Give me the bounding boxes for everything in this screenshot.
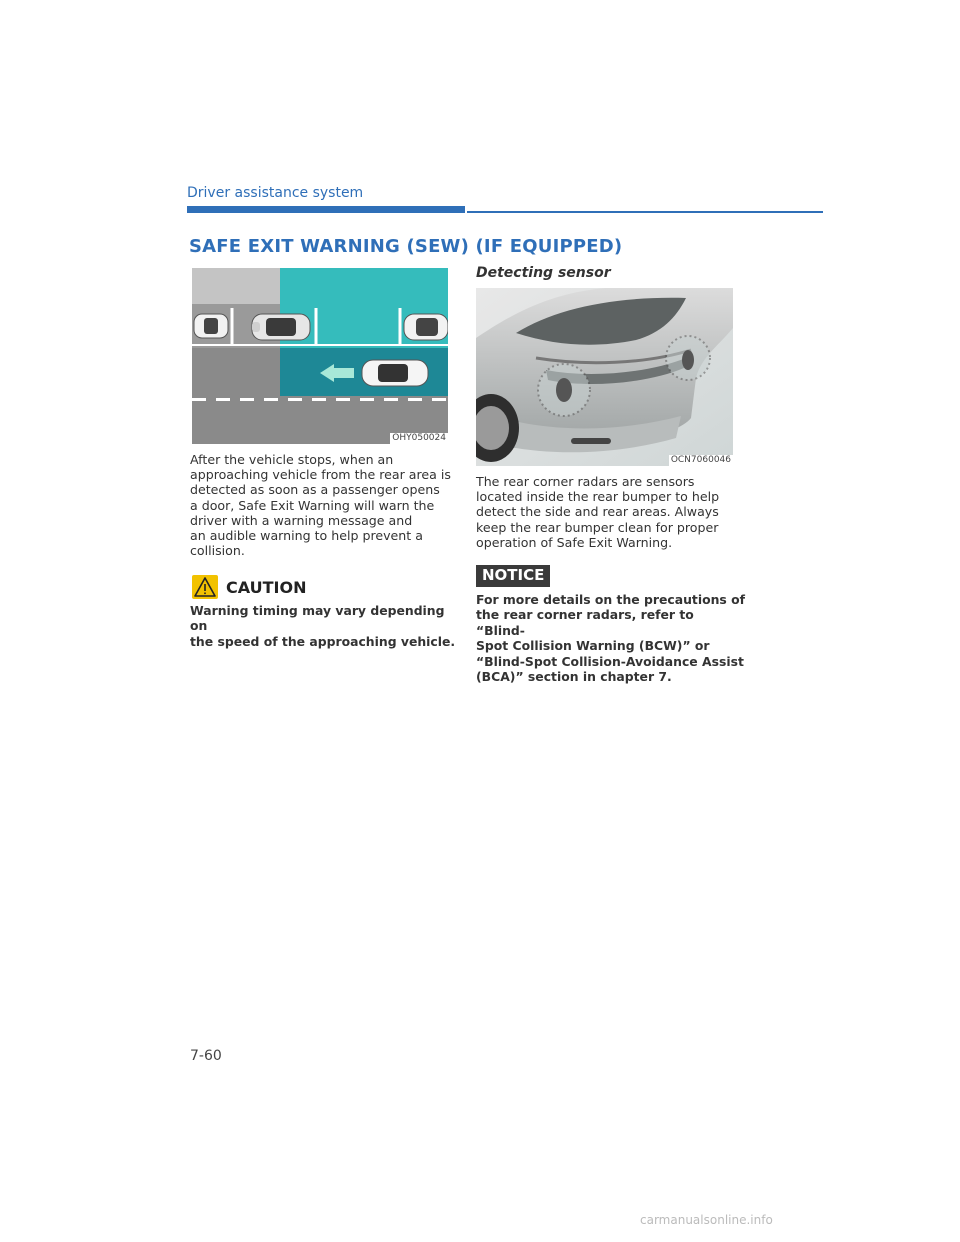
text-line: (BCA)” section in chapter 7. xyxy=(476,669,672,685)
header-bar-thin xyxy=(467,211,823,213)
caution-text xyxy=(190,603,460,649)
text-line: “Blind-Spot Collision-Avoidance Assist xyxy=(476,653,744,669)
text-line: operation of Safe Exit Warning. xyxy=(476,534,673,550)
text-line: detected as soon as a passenger opens xyxy=(190,482,440,498)
notice-badge: NOTICE xyxy=(476,565,550,587)
header-bar-thick xyxy=(187,206,465,213)
text-line: an audible warning to help prevent a xyxy=(190,528,423,544)
sew-description xyxy=(190,452,458,558)
figure-code: OHY050024 xyxy=(392,433,446,443)
rear-bumper-radar-illustration-icon xyxy=(476,288,733,466)
text-line: approaching vehicle from the rear area is xyxy=(190,467,451,483)
text-line: Warning timing may vary depending on xyxy=(190,603,445,634)
section-label: Driver assistance system xyxy=(187,185,364,201)
warning-triangle-icon xyxy=(192,575,218,599)
notice-text xyxy=(476,592,746,684)
text-line: For more details on the precautions of xyxy=(476,592,746,607)
text-line: a door, Safe Exit Warning will warn the xyxy=(190,497,435,513)
caution-label: CAUTION xyxy=(226,577,307,597)
sew-lane-diagram-icon xyxy=(192,268,448,444)
text-line: located inside the rear bumper to help xyxy=(476,489,720,505)
caution-header xyxy=(192,574,306,600)
text-line: keep the rear bumper clean for proper xyxy=(476,519,719,535)
text-line: driver with a warning message and xyxy=(190,512,413,528)
page-title: SAFE EXIT WARNING (SEW) (IF EQUIPPED) xyxy=(189,236,623,257)
watermark: carmanualsonline.info xyxy=(640,1213,773,1227)
sew-figure xyxy=(192,268,448,444)
text-line: the speed of the approaching vehicle. xyxy=(190,633,456,649)
radar-description xyxy=(476,474,744,550)
radar-figure xyxy=(476,288,733,466)
detecting-sensor-heading: Detecting sensor xyxy=(476,265,611,281)
text-line: Spot Collision Warning (BCW)” or xyxy=(476,638,710,654)
text-line: detect the side and rear areas. Always xyxy=(476,504,719,520)
figure-code: OCN7060046 xyxy=(670,455,731,465)
text-line: the rear corner radars, refer to “Blind- xyxy=(476,607,694,638)
text-line: After the vehicle stops, when an xyxy=(190,452,394,467)
text-line: collision. xyxy=(190,543,245,559)
page-number: 7-60 xyxy=(190,1048,222,1064)
text-line: The rear corner radars are sensors xyxy=(476,474,695,489)
